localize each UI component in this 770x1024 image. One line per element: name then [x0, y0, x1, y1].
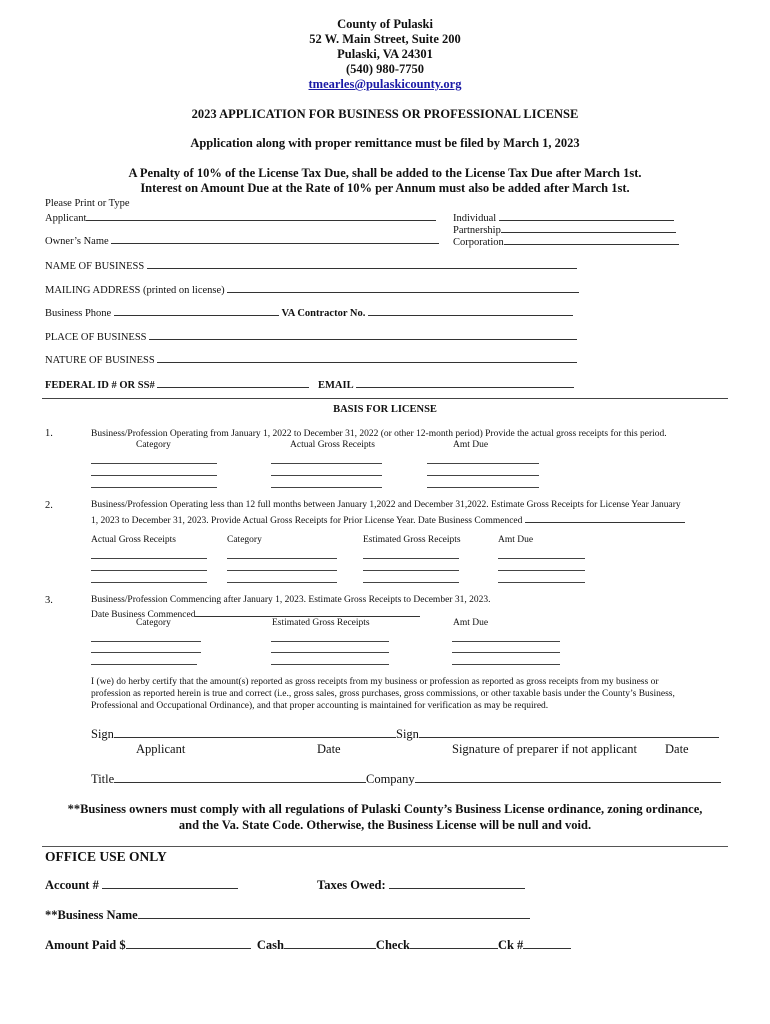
item-2-col-estimated: Estimated Gross Receipts [363, 535, 461, 545]
item-1-col-category: Category [136, 440, 171, 450]
penalty-note-2: Interest on Amount Due at the Rate of 10% per Annum must also be added after March 1st. [140, 181, 630, 195]
email-field[interactable] [318, 377, 574, 391]
va-contractor-label: VA Contractor No. [281, 308, 366, 319]
title-field[interactable] [91, 772, 366, 787]
certify-line-3: Professional and Occupational Ordinance), and that proper accounting is maintained for verification as may be required. [91, 701, 549, 711]
company-label: Company [366, 772, 415, 786]
item-3-number: 3. [45, 595, 53, 606]
item-1-number: 1. [45, 428, 53, 439]
print-note: Please Print or Type [45, 198, 130, 209]
applicant-field[interactable] [45, 210, 436, 224]
partnership-label: Partnership [453, 225, 501, 236]
certify-line-1: I (we) do herby certify that the amount(s) reported as gross receipts from my business or profession as reported as gross receipts from my business or [91, 677, 659, 687]
federal-id-field[interactable] [45, 377, 309, 391]
item-2-col-category: Category [227, 535, 262, 545]
deadline-note: Application along with proper remittance must be filed by March 1, 2023 [190, 136, 580, 150]
item-1-text: Business/Profession Operating from January 1, 2022 to December 31, 2022 (or other 12-month period) Provide the actual gross receipts for this period. [91, 429, 667, 439]
item-2-number: 2. [45, 500, 53, 511]
item-2-text-2[interactable] [91, 512, 685, 526]
account-field[interactable] [45, 878, 238, 893]
sign-label: Sign [91, 727, 114, 741]
nature-of-business-label: NATURE OF BUSINESS [45, 355, 155, 366]
certify-line-2: profession as reported herein is true and correct (i.e., gross sales, gross purchases, gross commissions, or other taxable basis under the County’s Business, [91, 689, 675, 699]
amount-paid-field[interactable] [45, 938, 571, 953]
item-3-col-category: Category [136, 618, 171, 628]
divider [42, 398, 728, 399]
basis-heading: BASIS FOR LICENSE [333, 404, 437, 415]
item-2-text-1: Business/Profession Operating less than 12 full months between January 1,2022 and December 31,2022. Estimate Gross Receipts for License Year January [91, 500, 681, 510]
company-field[interactable] [366, 772, 721, 787]
item-2-col-actual: Actual Gross Receipts [91, 535, 176, 545]
taxes-owed-field[interactable] [317, 878, 525, 893]
applicant-caption: Applicant [136, 742, 186, 756]
individual-label: Individual [453, 213, 497, 224]
cash-label: Cash [256, 938, 284, 952]
federal-id-label: FEDERAL ID # OR SS# [45, 380, 155, 391]
corporation-label: Corporation [453, 237, 504, 248]
item-3-col-amt: Amt Due [453, 618, 489, 628]
owner-name-label: Owner’s Name [45, 236, 109, 247]
mailing-address-field[interactable] [45, 282, 579, 296]
item-2-text-2-label: 1, 2023 to December 31, 2023. Provide Actual Gross Receipts for Prior License Year. Date Business Commenced [91, 516, 523, 526]
item-1-col-receipts: Actual Gross Receipts [290, 440, 375, 450]
business-phone-field[interactable] [45, 305, 573, 319]
business-phone-label: Business Phone [45, 308, 112, 319]
office-business-name-label: **Business Name [45, 908, 138, 922]
ck-label: Ck # [497, 938, 524, 952]
mailing-address-label: MAILING ADDRESS (printed on license) [45, 285, 225, 296]
place-of-business-label: PLACE OF BUSINESS [45, 332, 147, 343]
notice-line-2: and the Va. State Code. Otherwise, the Business License will be null and void. [178, 818, 592, 832]
business-name-label: NAME OF BUSINESS [45, 261, 145, 272]
email-link[interactable]: tmearles@pulaskicounty.org [308, 77, 462, 91]
preparer-caption: Signature of preparer if not applicant [452, 742, 637, 756]
applicant-label: Applicant [45, 213, 87, 224]
taxes-owed-label: Taxes Owed: [317, 878, 386, 892]
address-line-1: 52 W. Main Street, Suite 200 [309, 32, 461, 46]
office-divider [42, 846, 728, 847]
address-line-2: Pulaski, VA 24301 [337, 47, 433, 61]
item-1-col-amt: Amt Due [453, 440, 489, 450]
sign-preparer-field[interactable] [396, 727, 719, 742]
form-title: 2023 APPLICATION FOR BUSINESS OR PROFESSIONAL LICENSE [191, 107, 579, 121]
date-caption: Date [317, 742, 341, 756]
office-heading: OFFICE USE ONLY [45, 849, 167, 864]
item-3-col-estimated: Estimated Gross Receipts [272, 618, 370, 628]
corporation-field[interactable] [453, 234, 679, 248]
business-name-field[interactable] [45, 258, 577, 272]
phone-number: (540) 980-7750 [345, 62, 425, 76]
nature-of-business-field[interactable] [45, 352, 577, 366]
office-business-name-field[interactable] [45, 908, 530, 923]
owner-name-field[interactable] [45, 233, 439, 247]
org-name: County of Pulaski [337, 17, 433, 31]
notice-line-1: **Business owners must comply with all regulations of Pulaski County’s Business License ordinance, zoning ordinance, [67, 802, 703, 816]
amount-paid-label: Amount Paid $ [45, 938, 126, 952]
item-3-text-1: Business/Profession Commencing after January 1, 2023. Estimate Gross Receipts to December 31, 2023. [91, 595, 491, 605]
place-of-business-field[interactable] [45, 329, 577, 343]
email-label: EMAIL [318, 380, 354, 391]
sign-label-2: Sign [396, 727, 419, 741]
date-caption-2: Date [665, 742, 689, 756]
account-label: Account # [45, 878, 99, 892]
item-2-col-amt: Amt Due [498, 535, 534, 545]
check-label: Check [375, 938, 410, 952]
sign-applicant-field[interactable] [91, 727, 396, 742]
penalty-note-1: A Penalty of 10% of the License Tax Due, shall be added to the License Tax Due after March 1st. [128, 166, 642, 180]
item-3-text-2-label: Date Business Commenced [91, 610, 196, 620]
title-label: Title [91, 772, 115, 786]
